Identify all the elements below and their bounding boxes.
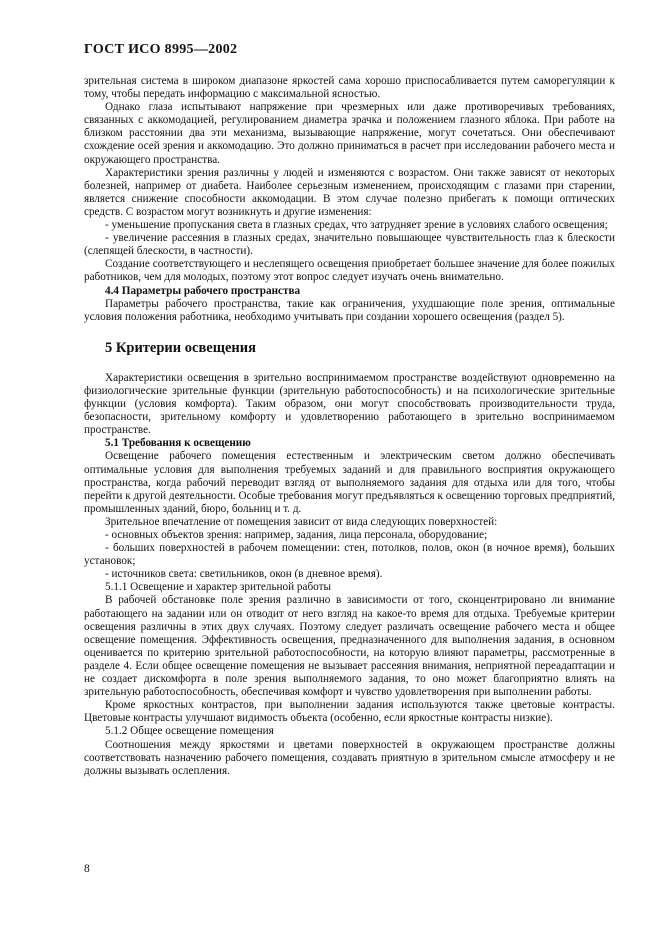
subsection-heading-4-4: 4.4 Параметры рабочего пространства [105,284,301,297]
paragraph: Создание соответствующего и неслепящего освещения приобретает большее значение для более пожилых работников, чем для молодых, поэтому этот вопрос следует изучать очень внимательно. [84,258,615,284]
subsection-heading-5-1-2: 5.1.2 Общее освещение помещения [105,725,274,738]
list-item: - больших поверхностей в рабочем помещении: стен, потолков, полов, окон (в ночное время), больших установок; [84,542,615,568]
page-number: 8 [84,863,90,875]
paragraph: Освещение рабочего помещения естественным и электрическим светом должно обеспечивать оптимальные условия для выполнения требуемых заданий и для правильного восприятия окружающего пространства, когда рабочий переводит взгляд от выполняемого задания для отдыха или для того, чтобы перейти к другой деятельности. Особые требования могут предъявляться к освещению торговых предприятий, промышленных зданий, бюро, больниц и т. д. [84,450,615,515]
document-body [84,75,615,778]
paragraph: Параметры рабочего пространства, такие как ограничения, ухудшающие поле зрения, оптимальные условия положения работника, необходимо учитывать при создании хорошего освещения (раздел 5). [84,297,615,323]
paragraph: Соотношения между яркостями и цветами поверхностей в окружающем пространстве должны соответствовать назначению рабочего помещения, создавать приятную в зрительном смысле атмосферу и не должны вызывать ослепления. [84,738,615,777]
list-item: - источников света: светильников, окон (в дневное время). [105,568,383,581]
page-header-standard-title: ГОСТ ИСО 8995—2002 [84,42,238,57]
subsection-heading-5-1: 5.1 Требования к освещению [105,437,251,450]
paragraph: Характеристики зрения различны у людей и изменяются с возрастом. Они также зависят от некоторых болезней, например от диабета. Наиболее серьезным изменением, происходящим с глазами при старении, является снижение способности аккомодации. В этом случае полезно прибегать к помощи оптических средств. С возрастом могут возникнуть и другие изменения: [84,166,615,218]
section-heading-5: 5 Критерии освещения [105,339,256,356]
paragraph: Зрительное впечатление от помещения зависит от вида следующих поверхностей: [105,515,498,528]
paragraph: В рабочей обстановке поле зрения различно в зависимости от того, сконцентрировано ли внимание работающего на задании или он отводит от него взгляд на какое-то время для отдыха. Требуемые критерии освещения различны в этих двух случаях. Поэтому следует различать освещение рабочего места и общее освещение помещения. Эффективность освещения, предназначенного для выполнения задания, в основном оценивается по критерию зрительной работоспособности, на которую влияют параметры, рассмотренные в разделе 4. Если общее освещение помещения не вызывает рассеяния внимания, неприятной переадаптации и не создает дискомфорта в поле зрения выполняемого задания, то оно может благоприятно влиять на зрительную работоспособность, обеспечивая комфорт и чувство удовлетворения при выполнении работы. [84,594,615,699]
paragraph: Характеристики освещения в зрительно воспринимаемом пространстве воздействуют одновременно на физиологические зрительные функции (зрительную работоспособность) и на психологические зрительные функции (условия комфорта). Таким образом, они могут способствовать производительности труда, безопасности, зрительному комфорту и удовлетворению работающего в зрительно воспринимаемом пространстве. [84,371,615,437]
paragraph: Кроме яркостных контрастов, при выполнении задания используются также цветовые контрасты. Цветовые контрасты улучшают видимость объекта (особенно, если яркостные контрасты низкие). [84,699,615,725]
list-item: - увеличение рассеяния в глазных средах, значительно повышающее чувствительность глаз к блескости (слепящей блескости, в частности). [84,232,615,258]
subsection-heading-5-1-1: 5.1.1 Освещение и характер зрительной работы [105,581,332,594]
paragraph: Однако глаза испытывают напряжение при чрезмерных или даже противоречивых требованиях, связанных с аккомодацией, регулированием диаметра зрачка и положением глазного яблока. При работе на близком расстоянии два эти механизма, вызывающие напряжение, могут сочетаться. Они обеспечивают схождение осей зрения и аккомодацию. Это должно приниматься в расчет при исследовании рабочего места и окружающего пространства. [84,101,615,166]
paragraph: зрительная система в широком диапазоне яркостей сама хорошо приспосабливается путем саморегуляции к тому, чтобы передать информацию с максимальной ясностью. [84,75,615,101]
list-item: - уменьшение пропускания света в глазных средах, что затрудняет зрение в условиях слабого освещения; [105,219,608,232]
list-item: - основных объектов зрения: например, задания, лица персонала, оборудование; [105,529,488,541]
